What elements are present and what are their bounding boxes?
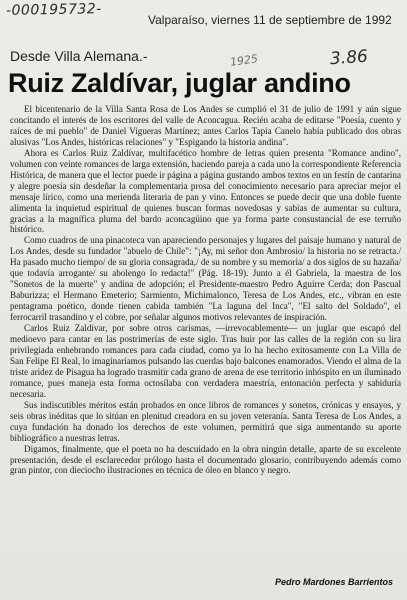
section-heading: Desde Villa Alemana.-: [10, 48, 148, 64]
article-paragraph: Sus indiscutibles méritos están probados en once libros de romances y sonetos, crónicas y ensayos, y seis obras inéditas que lo sitúan en plenitud creadora en su joven veteranía. Santa Teresa de Los Andes, a cuya fundación ha donado los derechos de este volumen, permitirá que siga aumentando su aporte bibliográfico a nuestras letras.: [10, 399, 401, 443]
article-body: [10, 104, 401, 476]
article-headline: Ruiz Zaldívar, juglar andino: [8, 68, 351, 98]
article-paragraph: El bicentenario de la Villa Santa Rosa de Los Andes se cumplió el 31 de julio de 1991 y aún sigue concitando el interés de los escritores del valle de Aconcagua. Recién acaba de editarse "Poesía, cuento y raíces de mi pueblo" de Daniel Vigueras Martínez; antes Carlos Tapia Canelo había publicado dos obras alusivas "Los Andes, históricas relaciones" y "Espigando la historia andina".: [10, 104, 401, 147]
handwritten-archive-id: -000195732-: [5, 1, 102, 19]
dateline: Valparaíso, viernes 11 de septiembre de 1992: [148, 13, 392, 27]
article-paragraph: Carlos Ruiz Zaldívar, por sobre otros carismas, —irrevocablemente— un juglar que escapó del medioevo para cantar en las postrimerías de este siglo. Tras huir por las calles de la región con su lira privilegiada enhebrando romances para cada ciudad, como ya lo ha hecho exitosamente con La Villa de San Felipe El Real, lo imaginaríamos pulsando las cuerdas bajo balcones enamorados. Viendo el alma de la triste aridez de Pisagua ha logrado trasmitir cada grano de arena de ese territorio inhóspito en un iluminado romance, pues maneja esta forma octosílaba con verdadera maestría, entonación perfecta y sabiduría necesaria.: [10, 323, 401, 399]
pencil-annotation-year: 1925: [229, 52, 259, 69]
handwritten-catalog-code: 3.86: [329, 46, 369, 70]
article-paragraph: Digamos, finalmente, que el poeta no ha descuidado en la obra ningún detalle, aparte de su excelente presentación, desde el esclarecedor prólogo hasta el documentado glosario, contribuyendo además como gran pintor, con dieciocho ilustraciones en técnica de óleo en blanco y negro.: [10, 443, 401, 476]
author-byline: Pedro Mardones Barrientos: [274, 577, 393, 587]
article-paragraph: Como cuadros de una pinacoteca van apareciendo personajes y lugares del paisaje humano y natural de Los Andes, desde su fundador "abuelo de Chile": "¡Ay, mi señor don Ambrosio/ la historia no se retracta./ Ha pasado mucho tiempo/ de su gloria consagrada,/ de su nombre y su memoria/ a dos siglos de su hazaña/ que todavía arrogante/ su abolengo lo redacta!" (Pág. 18-19). Junto a él Gabriela, la maestra de los "Sonetos de la muerte" y andina de adopción; el Presidente-maestro Pedro Aguirre Cerda; don Pascual Baburizza; el Hermano Emeterio; Sarmiento, Michimalonco, Teresa de Los Andes, etc., vibran en este pentagrama poético, donde tienen cabida también "La laguna del Inca", "El salto del Soldado", el ferrocarril trasandino y el cobre, por señalar algunos motivos relevantes de inspiración.: [10, 235, 401, 323]
article-paragraph: Ahora es Carlos Ruiz Zaldívar, multifacético hombre de letras quien presenta "Romance andino", volumen con veinte romances de larga extensión, haciendo pareja a cada uno la correspondiente Referencia Histórica, de manera que el lector puede ir página a página gustando ambos textos en un festín de cantarina y alegre poesía sin desdeñar la complementaria prosa del conocimiento necesario para apreciar mejor el mensaje lírico, como una merienda literaria de pan y vino. Entonces se puede decir que una doble fuente alimenta la inquietud espiritual de quienes buscan formas novedosas y sabias de aumentar su cultura, gracias a la magnífica pluma del bardo aconcagüino que ya forma parte consustancial de ese terruño histórico.: [10, 147, 401, 235]
